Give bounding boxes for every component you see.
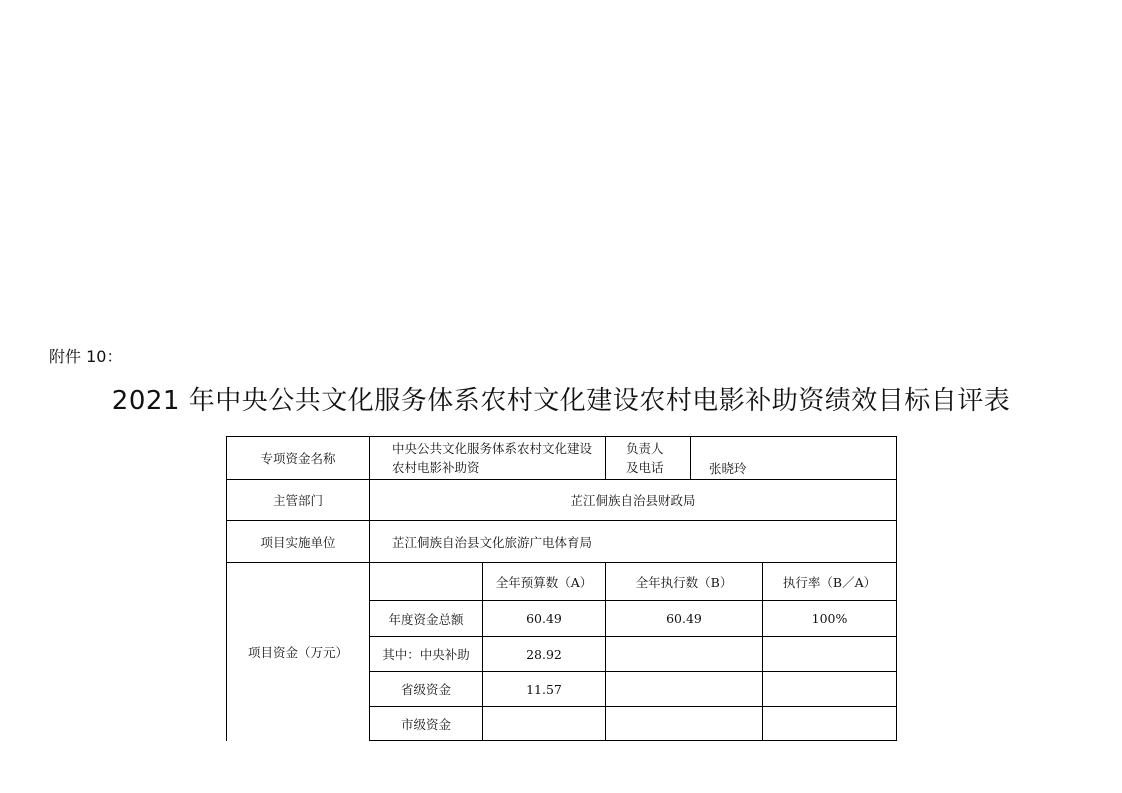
header-budget: 全年预算数（A）: [483, 563, 606, 601]
row-budget: 60.49: [483, 601, 606, 637]
row-budget: 11.57: [483, 672, 606, 707]
funds-label: 项目资金（万元）: [227, 563, 370, 741]
row-label: 年度资金总额: [370, 601, 483, 637]
row-label: 市级资金: [370, 707, 483, 741]
dept-value: 芷江侗族自治县财政局: [370, 480, 897, 521]
attachment-label: 附件 10：: [49, 347, 123, 366]
row-label: 省级资金: [370, 672, 483, 707]
row-rate: [763, 637, 897, 672]
row-label: 其中：中央补助: [370, 637, 483, 672]
row-executed: [606, 707, 763, 741]
row-executed: [606, 637, 763, 672]
row-executed: 60.49: [606, 601, 763, 637]
self-evaluation-table: [226, 436, 897, 741]
unit-value: 芷江侗族自治县文化旅游广电体育局: [370, 521, 897, 563]
funds-header-row: [227, 563, 897, 601]
row-executed: [606, 672, 763, 707]
fund-name-value: 中央公共文化服务体系农村文化建设农村电影补助资: [370, 437, 606, 480]
person-label: 负责人 及电话: [606, 437, 691, 480]
header-rate: 执行率（B／A）: [763, 563, 897, 601]
row-budget: 28.92: [483, 637, 606, 672]
row-rate: [763, 707, 897, 741]
row-budget: [483, 707, 606, 741]
unit-row: [227, 521, 897, 563]
fund-name-row: [227, 437, 897, 480]
dept-label: 主管部门: [227, 480, 370, 521]
unit-label: 项目实施单位: [227, 521, 370, 563]
person-value: 张晓玲: [691, 437, 897, 480]
row-rate: 100%: [763, 601, 897, 637]
header-blank: [370, 563, 483, 601]
dept-row: [227, 480, 897, 521]
page-title: 2021 年中央公共文化服务体系农村文化建设农村电影补助资绩效目标自评表: [111, 386, 1011, 416]
fund-name-label: 专项资金名称: [227, 437, 370, 480]
header-executed: 全年执行数（B）: [606, 563, 763, 601]
row-rate: [763, 672, 897, 707]
